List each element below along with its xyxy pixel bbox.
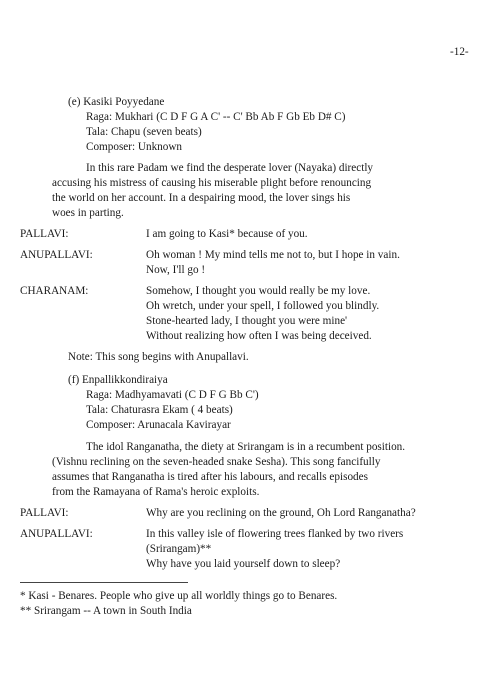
song-f-anupallavi-label: ANUPALLAVI:	[20, 528, 93, 540]
song-f-anupallavi-line: (Srirangam)**	[146, 543, 212, 555]
song-e-raga: Raga: Mukhari (C D F G A C' -- C' Bb Ab F Gb Eb D# C)	[86, 111, 346, 123]
page-number: -12-	[450, 46, 469, 58]
song-e-anupallavi-label: ANUPALLAVI:	[20, 249, 93, 261]
song-f-composer: Composer: Arunacala Kavirayar	[86, 419, 231, 431]
footnote-kasi: * Kasi - Benares. People who give up all worldly things go to Benares.	[20, 590, 338, 602]
song-e-tala: Tala: Chapu (seven beats)	[86, 126, 202, 138]
song-f-description-line: The idol Ranganatha, the diety at Srirangam is in a recumbent position.	[86, 441, 406, 453]
song-e-charanam-line: Somehow, I thought you would really be my love.	[146, 285, 371, 297]
footnote-divider	[20, 582, 188, 583]
song-f-tala: Tala: Chaturasra Ekam ( 4 beats)	[86, 404, 233, 416]
song-e-charanam-line: Without realizing how often I was being deceived.	[146, 330, 372, 342]
song-e-charanam-line: Oh wretch, under your spell, I followed you blindly.	[146, 300, 380, 312]
song-e-charanam-line: Stone-hearted lady, I thought you were mine'	[146, 315, 348, 327]
song-f-description-line: assumes that Ranganatha is tired after his labours, and recalls episodes	[52, 471, 368, 483]
song-f-pallavi-line: Why are you reclining on the ground, Oh Lord Ranganatha?	[146, 507, 416, 519]
song-e-charanam-label: CHARANAM:	[20, 285, 89, 297]
song-e-pallavi-label: PALLAVI:	[20, 228, 69, 240]
song-e-description-line: accusing his mistress of causing his miserable plight before renouncing	[52, 177, 372, 189]
song-f-pallavi-label: PALLAVI:	[20, 507, 69, 519]
song-e-description-line: the world on her account. In a despairing mood, the lover sings his	[52, 192, 351, 204]
song-e-title: (e) Kasiki Poyyedane	[68, 96, 165, 108]
song-e-pallavi-line: I am going to Kasi* because of you.	[146, 228, 308, 240]
song-f-description-line: from the Ramayana of Rama's heroic exploits.	[52, 486, 260, 498]
song-f-anupallavi-line: Why have you laid yourself down to sleep?	[146, 558, 341, 570]
footnote-srirangam: ** Srirangam -- A town in South India	[20, 605, 192, 617]
song-e-description-line: In this rare Padam we find the desperate lover (Nayaka) directly	[86, 162, 374, 174]
song-e-note: Note: This song begins with Anupallavi.	[68, 351, 249, 363]
song-e-composer: Composer: Unknown	[86, 141, 183, 153]
song-f-raga: Raga: Madhyamavati (C D F G Bb C')	[86, 389, 259, 401]
song-f-anupallavi-line: In this valley isle of flowering trees flanked by two rivers	[146, 528, 404, 540]
song-e-anupallavi-line: Now, I'll go !	[146, 264, 206, 276]
song-f-description-line: (Vishnu reclining on the seven-headed snake Sesha). This song fancifully	[52, 456, 381, 468]
song-f-title: (f) Enpallikkondiraiya	[68, 374, 168, 386]
song-e-anupallavi-line: Oh woman ! My mind tells me not to, but I hope in vain.	[146, 249, 400, 261]
song-e-description-line: woes in parting.	[52, 207, 124, 219]
